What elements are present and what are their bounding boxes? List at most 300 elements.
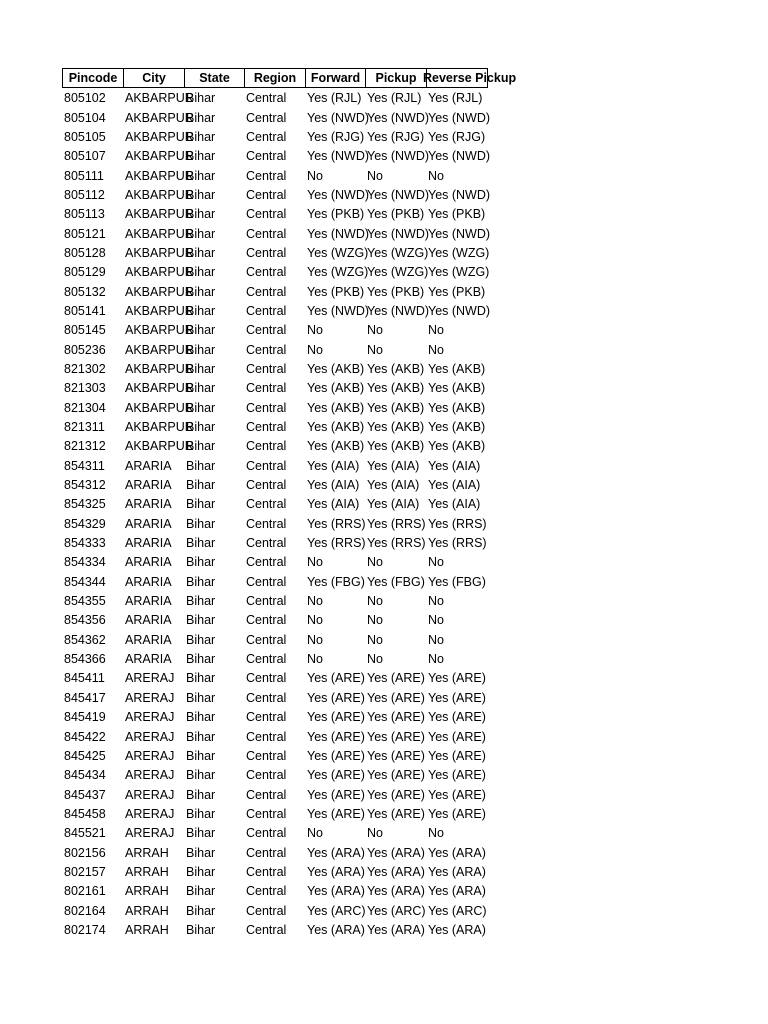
cell-reverse-pickup: Yes (RJG) xyxy=(428,129,486,144)
cell-forward: No xyxy=(307,613,323,628)
cell-region: Central xyxy=(246,149,287,164)
cell-reverse-pickup: Yes (AKB) xyxy=(428,439,486,454)
cell-region: Central xyxy=(246,110,287,125)
table-body xyxy=(62,89,502,940)
cell-region: Central xyxy=(246,748,287,763)
cell-reverse-pickup: Yes (NWD) xyxy=(428,187,491,202)
cell-state: Bihar xyxy=(186,381,216,396)
cell-city: AKBARPUR xyxy=(125,284,194,299)
table-row xyxy=(62,901,502,920)
cell-pickup: No xyxy=(367,168,383,183)
cell-reverse-pickup: Yes (ARE) xyxy=(428,690,486,705)
cell-reverse-pickup: No xyxy=(428,826,444,841)
cell-state: Bihar xyxy=(186,884,216,899)
cell-city: AKBARPUR xyxy=(125,420,194,435)
cell-reverse-pickup: Yes (RRS) xyxy=(428,536,487,551)
cell-pickup: Yes (ARA) xyxy=(367,845,425,860)
cell-state: Bihar xyxy=(186,671,216,686)
cell-forward: Yes (AIA) xyxy=(307,458,360,473)
cell-reverse-pickup: Yes (ARE) xyxy=(428,806,486,821)
cell-region: Central xyxy=(246,613,287,628)
cell-reverse-pickup: No xyxy=(428,323,444,338)
cell-pickup: No xyxy=(367,613,383,628)
table-row xyxy=(62,882,502,901)
cell-pickup: No xyxy=(367,342,383,357)
cell-state: Bihar xyxy=(186,574,216,589)
table-row xyxy=(62,921,502,940)
cell-region: Central xyxy=(246,168,287,183)
cell-region: Central xyxy=(246,516,287,531)
cell-state: Bihar xyxy=(186,439,216,454)
cell-reverse-pickup: Yes (AKB) xyxy=(428,361,486,376)
cell-reverse-pickup: Yes (ARA) xyxy=(428,845,486,860)
cell-state: Bihar xyxy=(186,710,216,725)
cell-city: ARERAJ xyxy=(125,729,175,744)
cell-reverse-pickup: Yes (AIA) xyxy=(428,478,481,493)
cell-city: ARERAJ xyxy=(125,710,175,725)
cell-pincode: 805121 xyxy=(64,226,106,241)
table-row xyxy=(62,340,502,359)
cell-pincode: 854333 xyxy=(64,536,106,551)
table-row xyxy=(62,515,502,534)
cell-city: AKBARPUR xyxy=(125,129,194,144)
cell-reverse-pickup: Yes (ARC) xyxy=(428,903,487,918)
cell-state: Bihar xyxy=(186,748,216,763)
cell-state: Bihar xyxy=(186,729,216,744)
cell-pincode: 802157 xyxy=(64,864,106,879)
cell-forward: Yes (ARC) xyxy=(307,903,366,918)
cell-pickup: Yes (AKB) xyxy=(367,420,425,435)
cell-pincode: 805132 xyxy=(64,284,106,299)
column-header-state: State xyxy=(184,68,244,88)
cell-state: Bihar xyxy=(186,652,216,667)
cell-city: AKBARPUR xyxy=(125,110,194,125)
cell-state: Bihar xyxy=(186,690,216,705)
cell-city: ARARIA xyxy=(125,594,172,609)
cell-pincode: 802156 xyxy=(64,845,106,860)
cell-pickup: Yes (FBG) xyxy=(367,574,425,589)
table-row xyxy=(62,534,502,553)
cell-pickup: Yes (ARE) xyxy=(367,748,425,763)
column-header-pincode: Pincode xyxy=(62,68,123,88)
cell-pickup: Yes (ARA) xyxy=(367,922,425,937)
cell-pincode: 821311 xyxy=(64,420,105,435)
cell-pickup: Yes (NWD) xyxy=(367,149,430,164)
cell-forward: No xyxy=(307,168,323,183)
table-row xyxy=(62,824,502,843)
cell-state: Bihar xyxy=(186,207,216,222)
cell-pincode: 854311 xyxy=(64,458,105,473)
cell-pincode: 805104 xyxy=(64,110,106,125)
cell-pincode: 805111 xyxy=(64,168,104,183)
cell-reverse-pickup: No xyxy=(428,168,444,183)
cell-state: Bihar xyxy=(186,613,216,628)
cell-region: Central xyxy=(246,826,287,841)
cell-pincode: 805102 xyxy=(64,91,106,106)
cell-reverse-pickup: Yes (AKB) xyxy=(428,381,486,396)
cell-city: ARARIA xyxy=(125,652,172,667)
cell-city: AKBARPUR xyxy=(125,342,194,357)
column-header-forward: Forward xyxy=(305,68,365,88)
cell-city: ARARIA xyxy=(125,516,172,531)
cell-state: Bihar xyxy=(186,768,216,783)
cell-forward: No xyxy=(307,594,323,609)
cell-region: Central xyxy=(246,729,287,744)
cell-pickup: Yes (ARE) xyxy=(367,690,425,705)
cell-city: AKBARPUR xyxy=(125,149,194,164)
table-row xyxy=(62,766,502,785)
cell-region: Central xyxy=(246,187,287,202)
table-row xyxy=(62,457,502,476)
cell-pincode: 802174 xyxy=(64,922,106,937)
cell-city: ARERAJ xyxy=(125,690,175,705)
cell-pincode: 854362 xyxy=(64,632,106,647)
cell-pincode: 854312 xyxy=(64,478,106,493)
cell-pickup: Yes (AIA) xyxy=(367,478,420,493)
cell-state: Bihar xyxy=(186,594,216,609)
cell-reverse-pickup: Yes (ARE) xyxy=(428,671,486,686)
cell-forward: Yes (AKB) xyxy=(307,381,365,396)
cell-state: Bihar xyxy=(186,342,216,357)
table-row xyxy=(62,805,502,824)
cell-reverse-pickup: Yes (NWD) xyxy=(428,303,491,318)
table-row xyxy=(62,360,502,379)
cell-pickup: Yes (ARE) xyxy=(367,787,425,802)
cell-state: Bihar xyxy=(186,110,216,125)
cell-region: Central xyxy=(246,478,287,493)
cell-state: Bihar xyxy=(186,555,216,570)
table-row xyxy=(62,863,502,882)
cell-state: Bihar xyxy=(186,91,216,106)
table-row xyxy=(62,650,502,669)
cell-reverse-pickup: Yes (ARE) xyxy=(428,787,486,802)
cell-city: ARERAJ xyxy=(125,768,175,783)
cell-city: ARERAJ xyxy=(125,806,175,821)
cell-pincode: 854356 xyxy=(64,613,106,628)
cell-pickup: Yes (AIA) xyxy=(367,458,420,473)
cell-pickup: Yes (ARA) xyxy=(367,884,425,899)
cell-city: ARRAH xyxy=(125,922,169,937)
table-row xyxy=(62,379,502,398)
cell-forward: No xyxy=(307,826,323,841)
table-row xyxy=(62,669,502,688)
cell-pincode: 845411 xyxy=(64,671,105,686)
cell-forward: Yes (NWD) xyxy=(307,226,370,241)
table-row xyxy=(62,302,502,321)
cell-forward: No xyxy=(307,632,323,647)
cell-state: Bihar xyxy=(186,284,216,299)
cell-forward: Yes (WZG) xyxy=(307,245,369,260)
cell-forward: Yes (ARE) xyxy=(307,729,365,744)
cell-pincode: 805236 xyxy=(64,342,106,357)
cell-forward: No xyxy=(307,555,323,570)
cell-pickup: No xyxy=(367,555,383,570)
cell-pickup: Yes (AKB) xyxy=(367,361,425,376)
table-row xyxy=(62,418,502,437)
cell-city: AKBARPUR xyxy=(125,245,194,260)
cell-forward: Yes (PKB) xyxy=(307,284,365,299)
cell-pickup: Yes (ARE) xyxy=(367,729,425,744)
cell-pickup: No xyxy=(367,632,383,647)
cell-reverse-pickup: Yes (NWD) xyxy=(428,149,491,164)
table-row xyxy=(62,399,502,418)
table-row xyxy=(62,437,502,456)
cell-forward: Yes (ARE) xyxy=(307,748,365,763)
cell-city: AKBARPUR xyxy=(125,226,194,241)
cell-reverse-pickup: Yes (ARA) xyxy=(428,884,486,899)
cell-forward: Yes (NWD) xyxy=(307,149,370,164)
table-row xyxy=(62,843,502,862)
table-row xyxy=(62,495,502,514)
table-row xyxy=(62,128,502,147)
cell-state: Bihar xyxy=(186,400,216,415)
cell-pickup: Yes (RRS) xyxy=(367,536,426,551)
cell-city: AKBARPUR xyxy=(125,168,194,183)
cell-state: Bihar xyxy=(186,458,216,473)
table-row xyxy=(62,186,502,205)
table-row xyxy=(62,476,502,495)
cell-region: Central xyxy=(246,903,287,918)
cell-pickup: Yes (ARE) xyxy=(367,768,425,783)
cell-region: Central xyxy=(246,420,287,435)
column-header-region: Region xyxy=(244,68,305,88)
cell-state: Bihar xyxy=(186,864,216,879)
cell-pincode: 805141 xyxy=(64,303,106,318)
cell-forward: Yes (NWD) xyxy=(307,303,370,318)
cell-pincode: 845521 xyxy=(64,826,106,841)
cell-region: Central xyxy=(246,652,287,667)
table-row xyxy=(62,224,502,243)
cell-reverse-pickup: Yes (RJL) xyxy=(428,91,483,106)
cell-pincode: 802161 xyxy=(64,884,106,899)
cell-forward: Yes (AKB) xyxy=(307,439,365,454)
cell-forward: Yes (AKB) xyxy=(307,420,365,435)
table-header-row xyxy=(62,68,517,88)
cell-region: Central xyxy=(246,884,287,899)
cell-region: Central xyxy=(246,381,287,396)
cell-pincode: 854329 xyxy=(64,516,106,531)
cell-reverse-pickup: Yes (ARE) xyxy=(428,768,486,783)
cell-pincode: 854366 xyxy=(64,652,106,667)
cell-pickup: Yes (AKB) xyxy=(367,400,425,415)
cell-region: Central xyxy=(246,323,287,338)
table-row xyxy=(62,631,502,650)
cell-reverse-pickup: Yes (PKB) xyxy=(428,284,486,299)
cell-state: Bihar xyxy=(186,149,216,164)
cell-pickup: Yes (NWD) xyxy=(367,226,430,241)
cell-pincode: 821312 xyxy=(64,439,106,454)
cell-city: AKBARPUR xyxy=(125,400,194,415)
cell-region: Central xyxy=(246,245,287,260)
cell-state: Bihar xyxy=(186,787,216,802)
cell-pickup: Yes (ARC) xyxy=(367,903,426,918)
cell-city: ARERAJ xyxy=(125,671,175,686)
cell-pickup: Yes (PKB) xyxy=(367,207,425,222)
cell-forward: Yes (NWD) xyxy=(307,187,370,202)
cell-pickup: Yes (RJG) xyxy=(367,129,425,144)
cell-forward: No xyxy=(307,342,323,357)
cell-city: AKBARPUR xyxy=(125,439,194,454)
column-header-city: City xyxy=(123,68,184,88)
table-row xyxy=(62,244,502,263)
cell-city: ARRAH xyxy=(125,884,169,899)
cell-forward: Yes (ARA) xyxy=(307,922,365,937)
cell-region: Central xyxy=(246,207,287,222)
cell-reverse-pickup: Yes (ARA) xyxy=(428,922,486,937)
cell-region: Central xyxy=(246,787,287,802)
table-row xyxy=(62,747,502,766)
table-row xyxy=(62,553,502,572)
pincode-serviceability-table xyxy=(62,68,517,940)
cell-forward: Yes (ARE) xyxy=(307,787,365,802)
cell-city: AKBARPUR xyxy=(125,303,194,318)
column-header-reverse-pickup: Reverse Pickup xyxy=(426,68,488,88)
cell-forward: Yes (RJL) xyxy=(307,91,362,106)
cell-pincode: 854334 xyxy=(64,555,106,570)
cell-pickup: No xyxy=(367,323,383,338)
cell-city: AKBARPUR xyxy=(125,187,194,202)
cell-pickup: Yes (AKB) xyxy=(367,381,425,396)
cell-state: Bihar xyxy=(186,826,216,841)
cell-pickup: No xyxy=(367,594,383,609)
cell-pincode: 805112 xyxy=(64,187,105,202)
table-row xyxy=(62,89,502,108)
cell-pincode: 854355 xyxy=(64,594,106,609)
cell-forward: Yes (AKB) xyxy=(307,361,365,376)
cell-reverse-pickup: Yes (PKB) xyxy=(428,207,486,222)
cell-pincode: 821302 xyxy=(64,361,106,376)
cell-state: Bihar xyxy=(186,245,216,260)
cell-city: AKBARPUR xyxy=(125,91,194,106)
cell-forward: Yes (WZG) xyxy=(307,265,369,280)
cell-city: ARRAH xyxy=(125,845,169,860)
table-row xyxy=(62,689,502,708)
cell-pickup: Yes (WZG) xyxy=(367,265,429,280)
cell-reverse-pickup: Yes (RRS) xyxy=(428,516,487,531)
cell-pickup: Yes (NWD) xyxy=(367,110,430,125)
cell-city: AKBARPUR xyxy=(125,265,194,280)
table-row xyxy=(62,321,502,340)
cell-pincode: 805105 xyxy=(64,129,106,144)
cell-city: ARERAJ xyxy=(125,787,175,802)
cell-reverse-pickup: Yes (AKB) xyxy=(428,400,486,415)
cell-forward: Yes (FBG) xyxy=(307,574,365,589)
cell-city: AKBARPUR xyxy=(125,361,194,376)
cell-reverse-pickup: Yes (ARE) xyxy=(428,710,486,725)
cell-reverse-pickup: Yes (FBG) xyxy=(428,574,486,589)
cell-state: Bihar xyxy=(186,187,216,202)
cell-reverse-pickup: Yes (AIA) xyxy=(428,458,481,473)
table-row xyxy=(62,573,502,592)
cell-city: AKBARPUR xyxy=(125,207,194,222)
cell-forward: No xyxy=(307,652,323,667)
cell-forward: Yes (NWD) xyxy=(307,110,370,125)
cell-region: Central xyxy=(246,864,287,879)
cell-region: Central xyxy=(246,400,287,415)
cell-forward: Yes (AIA) xyxy=(307,478,360,493)
cell-state: Bihar xyxy=(186,129,216,144)
cell-pickup: Yes (AKB) xyxy=(367,439,425,454)
table-row xyxy=(62,708,502,727)
cell-pickup: Yes (ARE) xyxy=(367,806,425,821)
cell-pincode: 845422 xyxy=(64,729,106,744)
cell-forward: Yes (RRS) xyxy=(307,516,366,531)
cell-state: Bihar xyxy=(186,516,216,531)
cell-reverse-pickup: Yes (NWD) xyxy=(428,110,491,125)
cell-city: ARRAH xyxy=(125,864,169,879)
cell-pickup: Yes (ARA) xyxy=(367,864,425,879)
cell-forward: Yes (RJG) xyxy=(307,129,365,144)
cell-pickup: Yes (WZG) xyxy=(367,245,429,260)
cell-region: Central xyxy=(246,265,287,280)
cell-region: Central xyxy=(246,342,287,357)
table-row xyxy=(62,785,502,804)
cell-pincode: 805113 xyxy=(64,207,105,222)
cell-reverse-pickup: Yes (ARE) xyxy=(428,729,486,744)
cell-city: ARARIA xyxy=(125,497,172,512)
cell-region: Central xyxy=(246,671,287,686)
cell-reverse-pickup: Yes (NWD) xyxy=(428,226,491,241)
cell-state: Bihar xyxy=(186,903,216,918)
cell-reverse-pickup: No xyxy=(428,632,444,647)
cell-pickup: Yes (ARE) xyxy=(367,710,425,725)
cell-reverse-pickup: No xyxy=(428,342,444,357)
cell-city: ARARIA xyxy=(125,536,172,551)
cell-pickup: No xyxy=(367,826,383,841)
cell-reverse-pickup: No xyxy=(428,652,444,667)
cell-forward: Yes (ARE) xyxy=(307,710,365,725)
cell-forward: No xyxy=(307,323,323,338)
cell-state: Bihar xyxy=(186,497,216,512)
table-row xyxy=(62,108,502,127)
cell-reverse-pickup: Yes (ARE) xyxy=(428,748,486,763)
cell-pincode: 854325 xyxy=(64,497,106,512)
table-row xyxy=(62,282,502,301)
column-header-pickup: Pickup xyxy=(365,68,426,88)
cell-region: Central xyxy=(246,536,287,551)
cell-city: AKBARPUR xyxy=(125,381,194,396)
cell-pincode: 805145 xyxy=(64,323,106,338)
cell-pickup: Yes (ARE) xyxy=(367,671,425,686)
cell-pincode: 845458 xyxy=(64,806,106,821)
cell-state: Bihar xyxy=(186,922,216,937)
cell-city: ARARIA xyxy=(125,555,172,570)
cell-pickup: Yes (RRS) xyxy=(367,516,426,531)
cell-pincode: 845434 xyxy=(64,768,106,783)
cell-pickup: Yes (NWD) xyxy=(367,187,430,202)
cell-region: Central xyxy=(246,690,287,705)
table-row xyxy=(62,166,502,185)
table-row xyxy=(62,592,502,611)
cell-state: Bihar xyxy=(186,420,216,435)
table-row xyxy=(62,263,502,282)
cell-pincode: 805129 xyxy=(64,265,106,280)
cell-forward: Yes (ARE) xyxy=(307,690,365,705)
cell-region: Central xyxy=(246,361,287,376)
cell-pincode: 805128 xyxy=(64,245,106,260)
cell-region: Central xyxy=(246,845,287,860)
cell-region: Central xyxy=(246,226,287,241)
cell-reverse-pickup: No xyxy=(428,555,444,570)
cell-region: Central xyxy=(246,303,287,318)
cell-state: Bihar xyxy=(186,845,216,860)
cell-city: ARERAJ xyxy=(125,826,175,841)
table-row xyxy=(62,611,502,630)
table-row xyxy=(62,727,502,746)
cell-pincode: 845419 xyxy=(64,710,106,725)
cell-pickup: Yes (NWD) xyxy=(367,303,430,318)
cell-state: Bihar xyxy=(186,303,216,318)
